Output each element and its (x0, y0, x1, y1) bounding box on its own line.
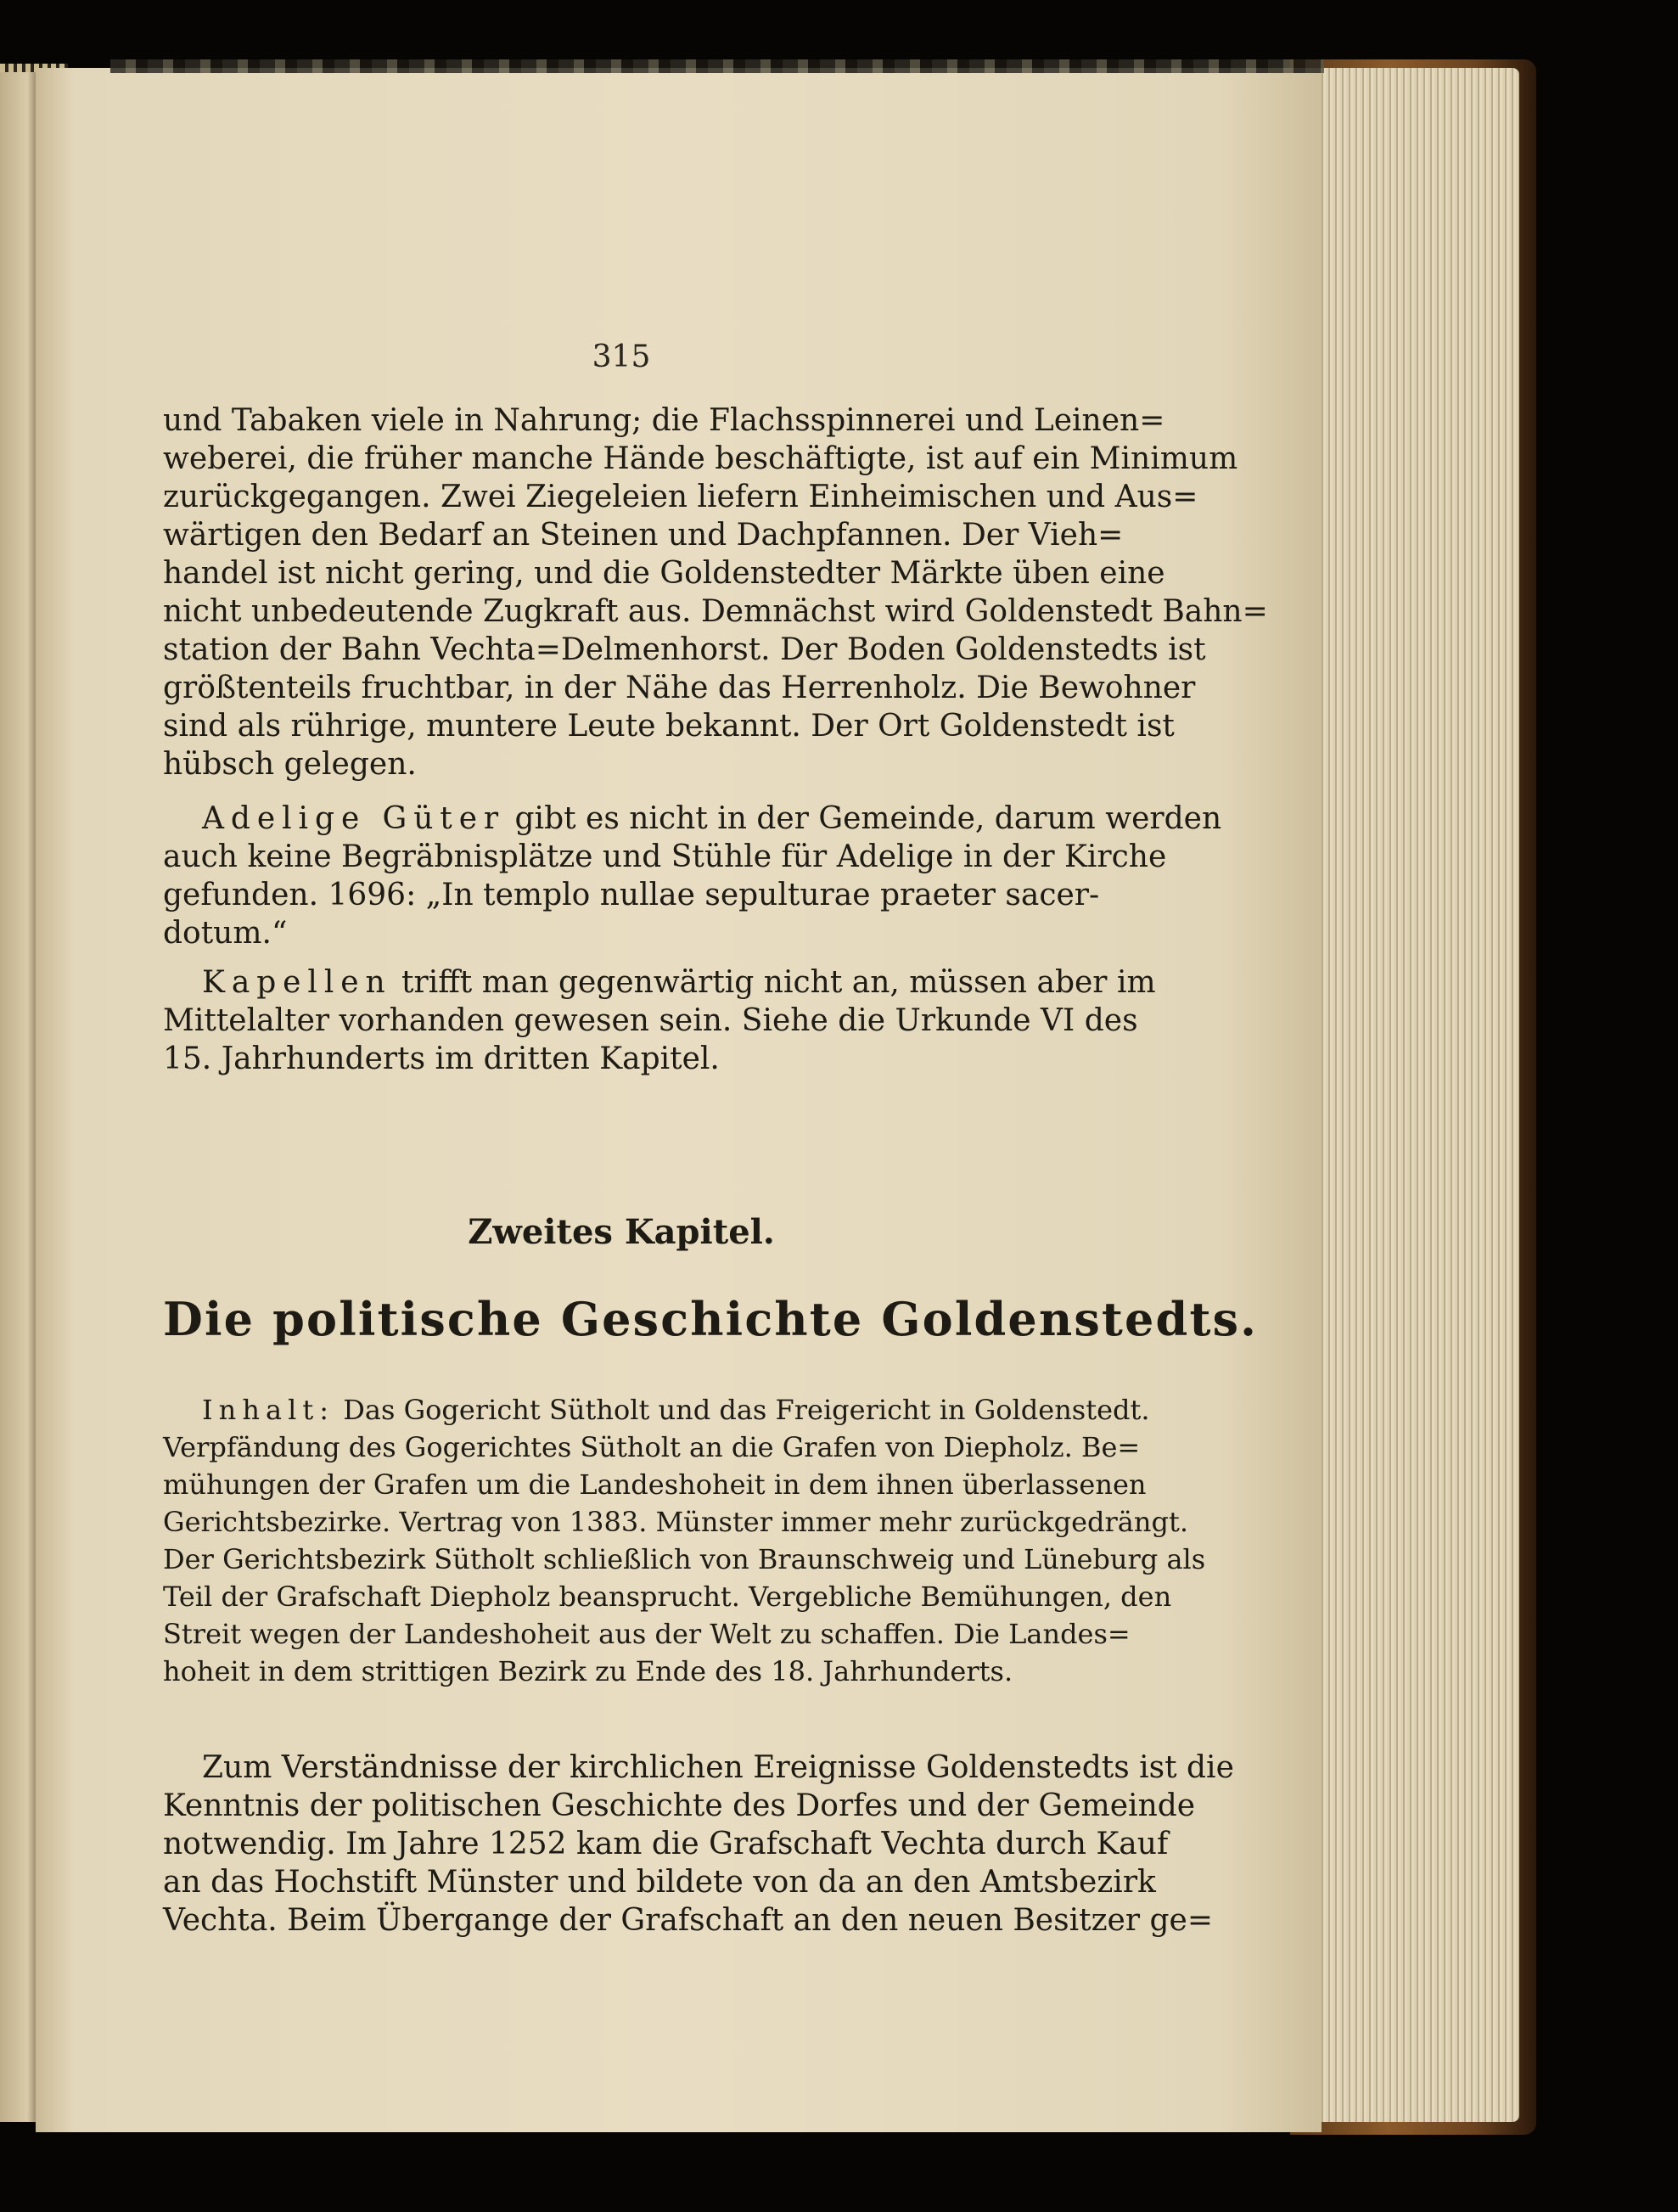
chapter-title: Die politische Geschichte Goldenstedts. (163, 1292, 1259, 1346)
text-line: Teil der Grafschaft Diepholz beansprucht. Vergebliche Bemühungen, den (163, 1580, 1172, 1613)
summary-label: Inhalt: (202, 1394, 335, 1426)
text-line: 15. Jahrhunderts im dritten Kapitel. (163, 1041, 720, 1076)
text-line: Gerichtsbezirke. Vertrag von 1383. Münster immer mehr zurückgedrängt. (163, 1506, 1188, 1538)
text-line: Verpfändung des Gogerichtes Sütholt an die Grafen von Diepholz. Be= (163, 1431, 1141, 1463)
text-line: dotum.“ (163, 916, 288, 951)
chapter-label: Zweites Kapitel. (468, 1212, 775, 1252)
text-line: und Tabaken viele in Nahrung; die Flachsspinnerei und Leinen= (163, 403, 1165, 438)
text-span: Das Gogericht Sütholt und das Freigericht in Goldenstedt. (334, 1394, 1150, 1426)
text-line: größtenteils fruchtbar, in der Nähe das Herrenholz. Die Bewohner (163, 671, 1196, 705)
text-span: trifft man gegenwärtig nicht an, müssen aber im (391, 965, 1156, 1000)
top-page-edge (110, 59, 1324, 73)
text-line: Kenntnis der politischen Geschichte des Dorfes und der Gemeinde (163, 1788, 1196, 1823)
text-line (202, 965, 1156, 1000)
page-number: 315 (592, 340, 651, 374)
text-line: Der Gerichtsbezirk Sütholt schließlich von Braunschweig und Lüneburg als (163, 1543, 1206, 1575)
left-page (0, 72, 39, 2122)
text-line: Zum Verständnisse der kirchlichen Ereignisse Goldenstedts ist die (202, 1750, 1234, 1785)
text-line: station der Bahn Vechta=Delmenhorst. Der Boden Goldenstedts ist (163, 632, 1206, 667)
text-line (202, 1394, 1150, 1426)
book-page (36, 68, 1322, 2132)
text-line: Vechta. Beim Übergange der Grafschaft an den neuen Besitzer ge= (163, 1903, 1214, 1938)
emphasis-term: Adelige Güter (202, 801, 506, 836)
text-line: auch keine Begräbnisplätze und Stühle für Adelige in der Kirche (163, 839, 1167, 874)
text-line: Streit wegen der Landeshoheit aus der Welt zu schaffen. Die Landes= (163, 1618, 1131, 1650)
text-line: mühungen der Grafen um die Landeshoheit in dem ihnen überlassenen (163, 1468, 1147, 1501)
text-line: sind als rührige, muntere Leute bekannt. Der Ort Goldenstedt ist (163, 709, 1175, 744)
text-line: hübsch gelegen. (163, 747, 417, 782)
text-line: zurückgegangen. Zwei Ziegeleien liefern Einheimischen und Aus= (163, 480, 1198, 514)
text-line: wärtigen den Bedarf an Steinen und Dachpfannen. Der Vieh= (163, 518, 1124, 553)
text-line: nicht unbedeutende Zugkraft aus. Demnächst wird Goldenstedt Bahn= (163, 594, 1268, 629)
text-line (202, 801, 1222, 836)
text-line: hoheit in dem strittigen Bezirk zu Ende des 18. Jahrhunderts. (163, 1655, 1013, 1687)
text-line: an das Hochstift Münster und bildete von da an den Amtsbezirk (163, 1865, 1156, 1900)
text-line: notwendig. Im Jahre 1252 kam die Grafschaft Vechta durch Kauf (163, 1827, 1169, 1861)
page-block-edges (1299, 68, 1519, 2122)
text-line: Mittelalter vorhanden gewesen sein. Siehe die Urkunde VI des (163, 1003, 1138, 1038)
text-line: handel ist nicht gering, und die Goldenstedter Märkte üben eine (163, 556, 1165, 591)
text-span: gibt es nicht in der Gemeinde, darum werden (505, 801, 1222, 836)
text-line: weberei, die früher manche Hände beschäftigte, ist auf ein Minimum (163, 441, 1238, 476)
text-line: gefunden. 1696: „In templo nullae sepulturae praeter sacer- (163, 878, 1100, 912)
emphasis-term: Kapellen (202, 965, 392, 1000)
